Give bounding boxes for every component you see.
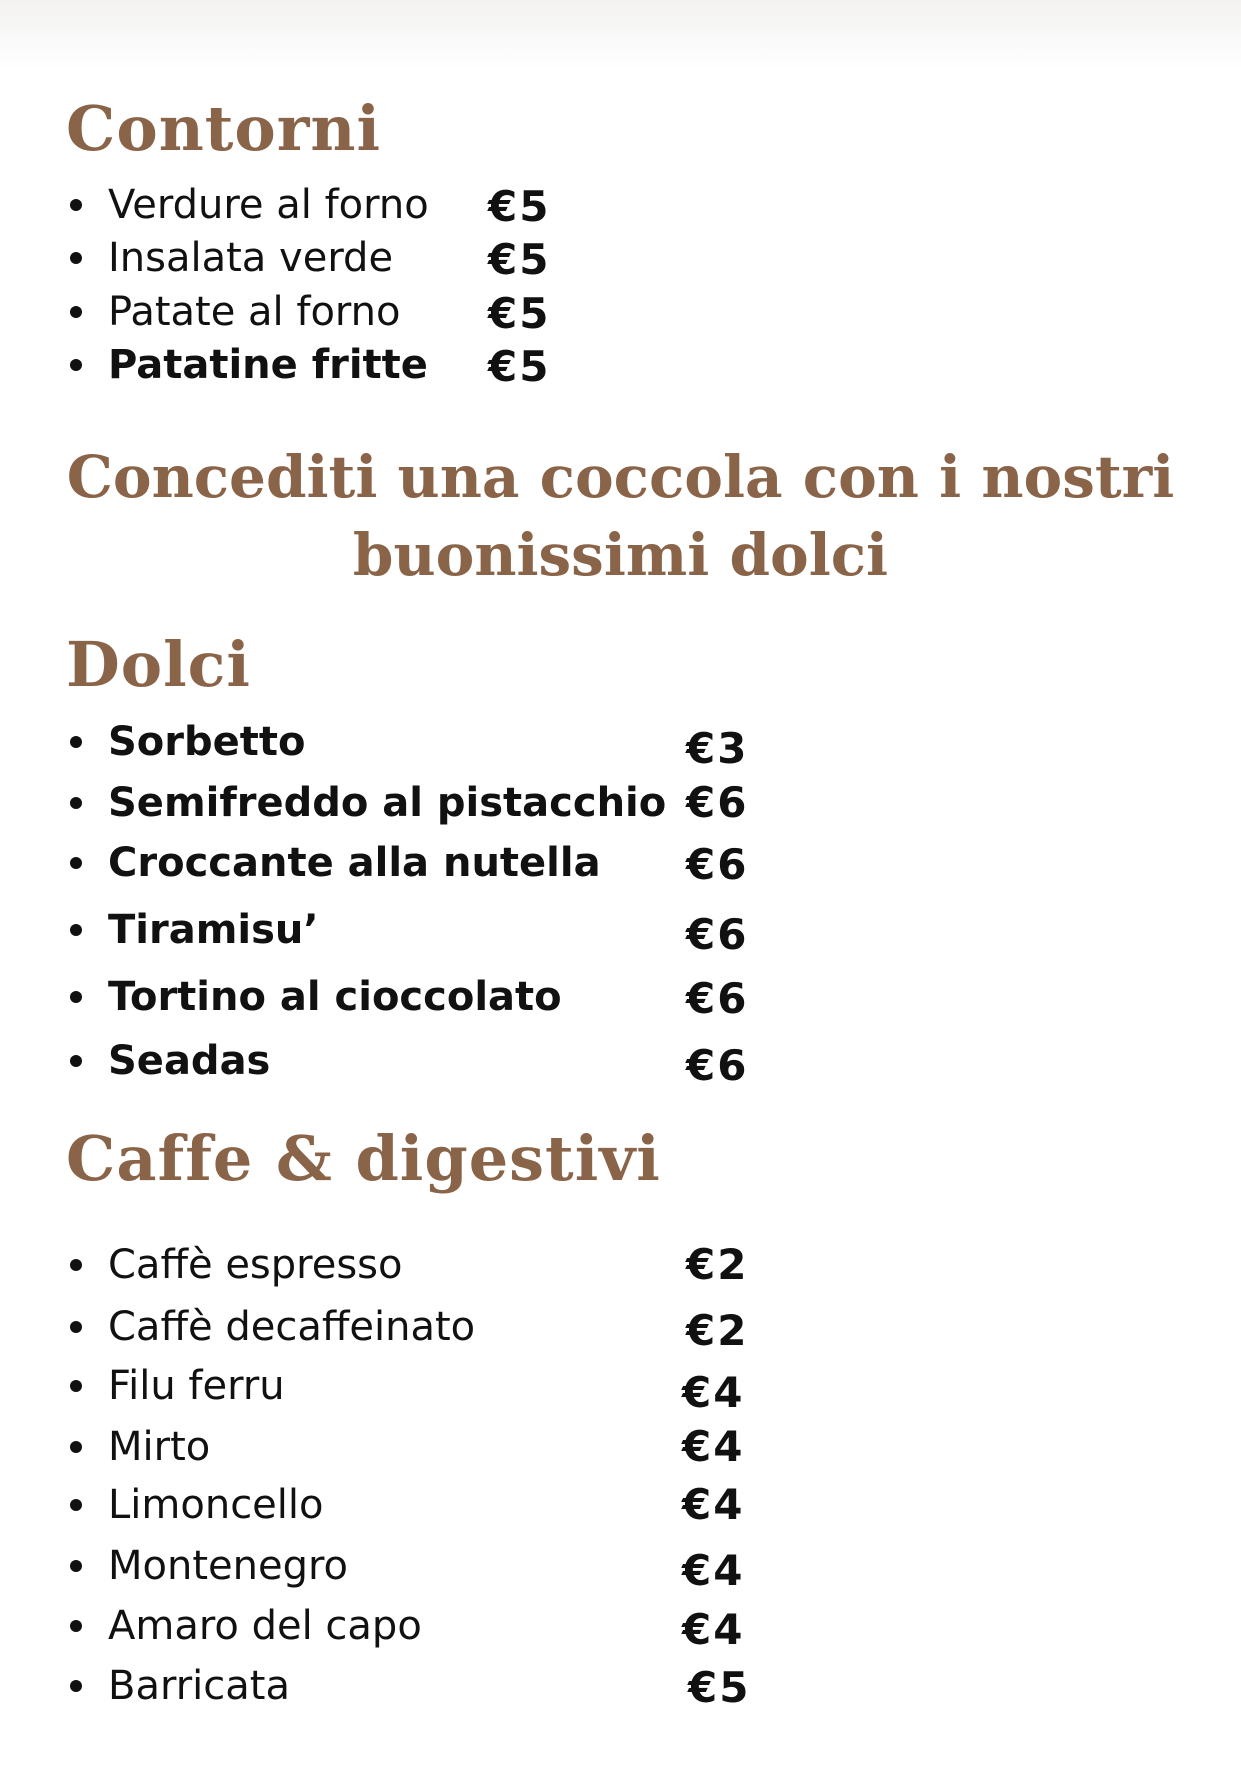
item-name: Mirto (108, 1424, 211, 1470)
item-name: Limoncello (108, 1482, 324, 1528)
item-name: Caffè espresso (108, 1242, 403, 1288)
bullet (70, 1380, 82, 1392)
item-name: Amaro del capo (108, 1603, 422, 1649)
item-name: Semifreddo al pistacchio (108, 780, 667, 826)
item-price: €5 (488, 182, 551, 231)
item-price: €4 (682, 1546, 745, 1595)
list-item (70, 1541, 348, 1591)
tagline (40, 438, 1201, 594)
item-price: €6 (686, 974, 749, 1023)
list-item (70, 905, 319, 955)
tagline-line-1: Concediti una coccola con i nostri (66, 443, 1175, 511)
bullet (70, 857, 82, 869)
item-name: Patatine fritte (108, 342, 428, 388)
bullet (70, 1680, 82, 1692)
top-shade (0, 0, 1241, 70)
item-price: €2 (686, 1240, 749, 1289)
item-price: €6 (686, 778, 749, 827)
item-price: €6 (686, 840, 749, 889)
list-item (70, 778, 666, 828)
section-title-contorni: Contorni (66, 92, 382, 165)
list-item (70, 1480, 324, 1530)
list-item (70, 838, 601, 888)
list-item (70, 180, 429, 230)
list-item (70, 233, 393, 283)
bullet (70, 1620, 82, 1632)
item-price: €5 (488, 342, 551, 391)
item-price: €3 (686, 724, 749, 773)
item-name: Montenegro (108, 1543, 349, 1589)
section-title-caffe: Caffe & digestivi (66, 1122, 661, 1195)
list-item (70, 1361, 285, 1411)
item-name: Verdure al forno (108, 182, 429, 228)
item-price: €4 (682, 1422, 745, 1471)
list-item (70, 1240, 403, 1290)
bullet (70, 1441, 82, 1453)
item-name: Caffè decaffeinato (108, 1304, 476, 1350)
tagline-line-2: buonissimi dolci (352, 521, 889, 589)
bullet (70, 991, 82, 1003)
bullet (70, 1055, 82, 1067)
bullet (70, 1560, 82, 1572)
item-price: €6 (686, 910, 749, 959)
item-name: Barricata (108, 1663, 290, 1709)
item-price: €4 (682, 1480, 745, 1529)
bullet (70, 797, 82, 809)
item-price: €6 (686, 1041, 749, 1090)
item-name: Tortino al cioccolato (108, 974, 562, 1020)
list-item (70, 340, 428, 390)
item-price: €5 (488, 289, 551, 338)
item-price: €4 (682, 1368, 745, 1417)
list-item (70, 1036, 270, 1086)
bullet (70, 1259, 82, 1271)
item-name: Seadas (108, 1038, 271, 1084)
section-title-dolci: Dolci (66, 628, 251, 701)
list-item (70, 1302, 475, 1352)
item-name: Patate al forno (108, 289, 401, 335)
bullet (70, 924, 82, 936)
bullet (70, 1321, 82, 1333)
bullet (70, 359, 82, 371)
bullet (70, 736, 82, 748)
bullet (70, 306, 82, 318)
list-item (70, 972, 562, 1022)
item-name: Croccante alla nutella (108, 840, 601, 886)
item-price: €5 (488, 235, 551, 284)
list-item (70, 1601, 422, 1651)
list-item (70, 717, 306, 767)
bullet (70, 1499, 82, 1511)
item-price: €5 (688, 1663, 751, 1712)
item-price: €4 (682, 1605, 745, 1654)
list-item (70, 1661, 290, 1711)
item-name: Filu ferru (108, 1363, 285, 1409)
item-name: Insalata verde (108, 235, 394, 281)
item-name: Tiramisu’ (108, 907, 319, 953)
bullet (70, 252, 82, 264)
list-item (70, 287, 401, 337)
list-item (70, 1422, 210, 1472)
bullet (70, 199, 82, 211)
item-name: Sorbetto (108, 719, 306, 765)
item-price: €2 (686, 1306, 749, 1355)
